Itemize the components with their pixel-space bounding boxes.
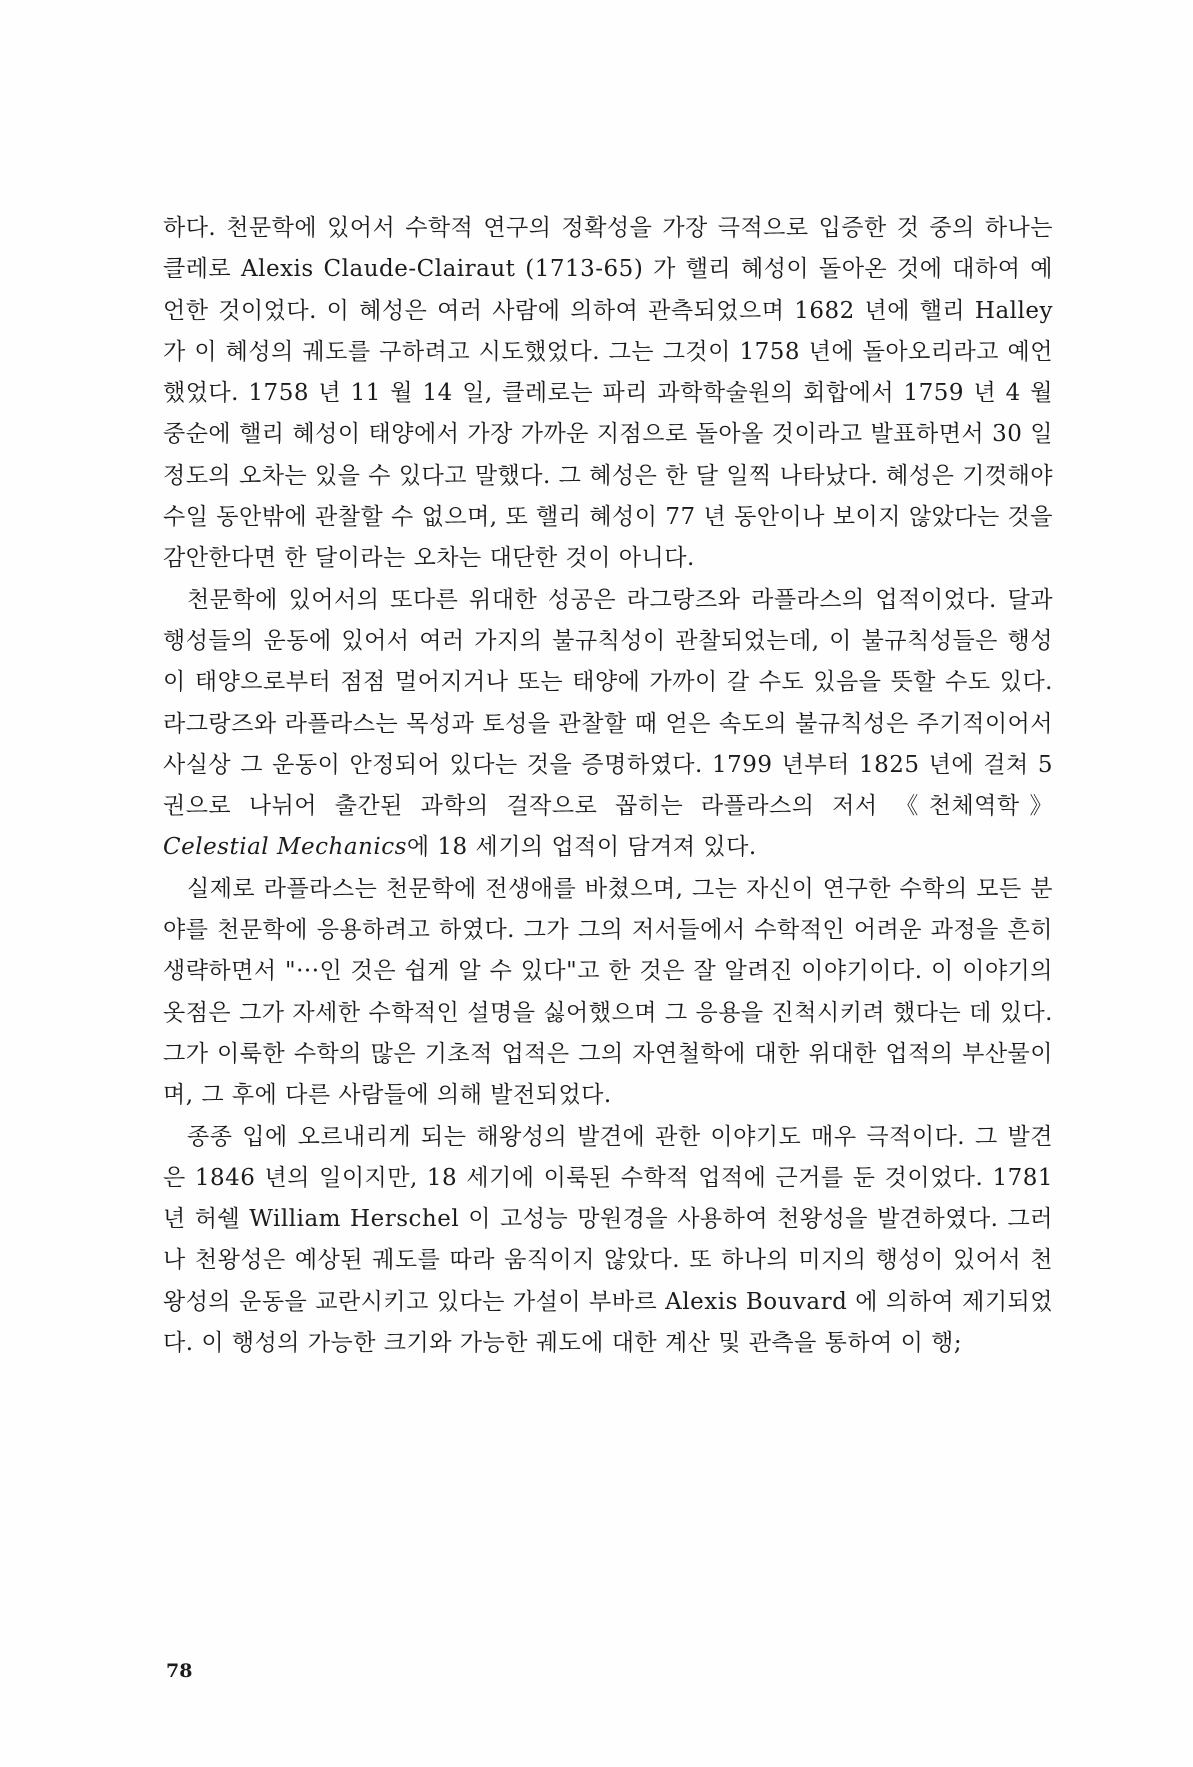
paragraph-1: [163, 208, 1053, 580]
paragraph-4-text: 종종 입에 오르내리게 되는 해왕성의 발견에 관한 이야기도 매우 극적이다. 그 발견은 1846 년의 일이지만, 18 세기에 이룩된 수학적 업적에 근거를 둔 것이었다. 1781 년 허쉘 William Herschel 이 고성능 망원경을 사용하여 천왕성을 발견하였다. 그러나 천왕성은 예상된 궤도를 따라 움직이지 않았다. 또 하나의 미지의 행성이 있어서 천왕성의 운동을 교란시키고 있다는 가설이 부바르 Alexis Bouvard 에 의하여 제기되었다. 이 행성의 가능한 크기와 가능한 궤도에 대한 계산 및 관측을 통하여 이 행;: [163, 1123, 1053, 1357]
paragraph-1-text: 하다. 천문학에 있어서 수학적 연구의 정확성을 가장 극적으로 입증한 것 중의 하나는 클레로 Alexis Claude-Clairaut (1713-65) 가 핼리 혜성이 돌아온 것에 대하여 예언한 것이었다. 이 혜성은 여러 사람에 의하여 관측되었으며 1682 년에 핼리 Halley 가 이 혜성의 궤도를 구하려고 시도했었다. 그는 그것이 1758 년에 돌아오리라고 예언했었다. 1758 년 11 월 14 일, 클레로는 파리 과학학술원의 회합에서 1759 년 4 월 중순에 핼리 혜성이 태양에서 가장 가까운 지점으로 돌아올 것이라고 발표하면서 30 일 정도의 오차는 있을 수 있다고 말했다. 그 혜성은 한 달 일찍 나타났다. 혜성은 기껏해야 수일 동안밖에 관찰할 수 없으며, 또 핼리 혜성이 77 년 동안이나 보이지 않았다는 것을 감안한다면 한 달이라는 오차는 대단한 것이 아니다.: [163, 215, 1053, 572]
paragraph-2-text-b: 에 18 세기의 업적이 담겨져 있다.: [406, 834, 757, 861]
paragraph-2: [163, 580, 1053, 869]
page-number: 78: [166, 1660, 193, 1682]
book-title-english: Celestial Mechanics: [163, 834, 407, 861]
paragraph-3: [163, 869, 1053, 1117]
body-text: [163, 208, 1053, 1364]
paragraph-3-text: 실제로 라플라스는 천문학에 전생애를 바쳤으며, 그는 자신이 연구한 수학의 모든 분야를 천문학에 응용하려고 하였다. 그가 그의 저서들에서 수학적인 어려운 과정을 흔히 생략하면서 "···인 것은 쉽게 알 수 있다"고 한 것은 잘 알려진 이야기이다. 이 이야기의 옷점은 그가 자세한 수학적인 설명을 싫어했으며 그 응용을 진척시키려 했다는 데 있다. 그가 이룩한 수학의 많은 기초적 업적은 그의 자연철학에 대한 위대한 업적의 부산물이며, 그 후에 다른 사람들에 의해 발전되었다.: [163, 875, 1053, 1109]
paragraph-4: [163, 1117, 1053, 1365]
paragraph-2-text-a: 천문학에 있어서의 또다른 위대한 성공은 라그랑즈와 라플라스의 업적이었다. 달과 행성들의 운동에 있어서 여러 가지의 불규칙성이 관찰되었는데, 이 불규칙성들은 행성이 태양으로부터 점점 멀어지거나 또는 태양에 가까이 갈 수도 있음을 뜻할 수도 있다. 라그랑즈와 라플라스는 목성과 토성을 관찰할 때 얻은 속도의 불규칙성은 주기적이어서 사실상 그 운동이 안정되어 있다는 것을 증명하였다. 1799 년부터 1825 년에 걸쳐 5 권으로 나뉘어 출간된 과학의 걸작으로 꼽히는 라플라스의 저서 《천체역학》: [163, 586, 1053, 820]
